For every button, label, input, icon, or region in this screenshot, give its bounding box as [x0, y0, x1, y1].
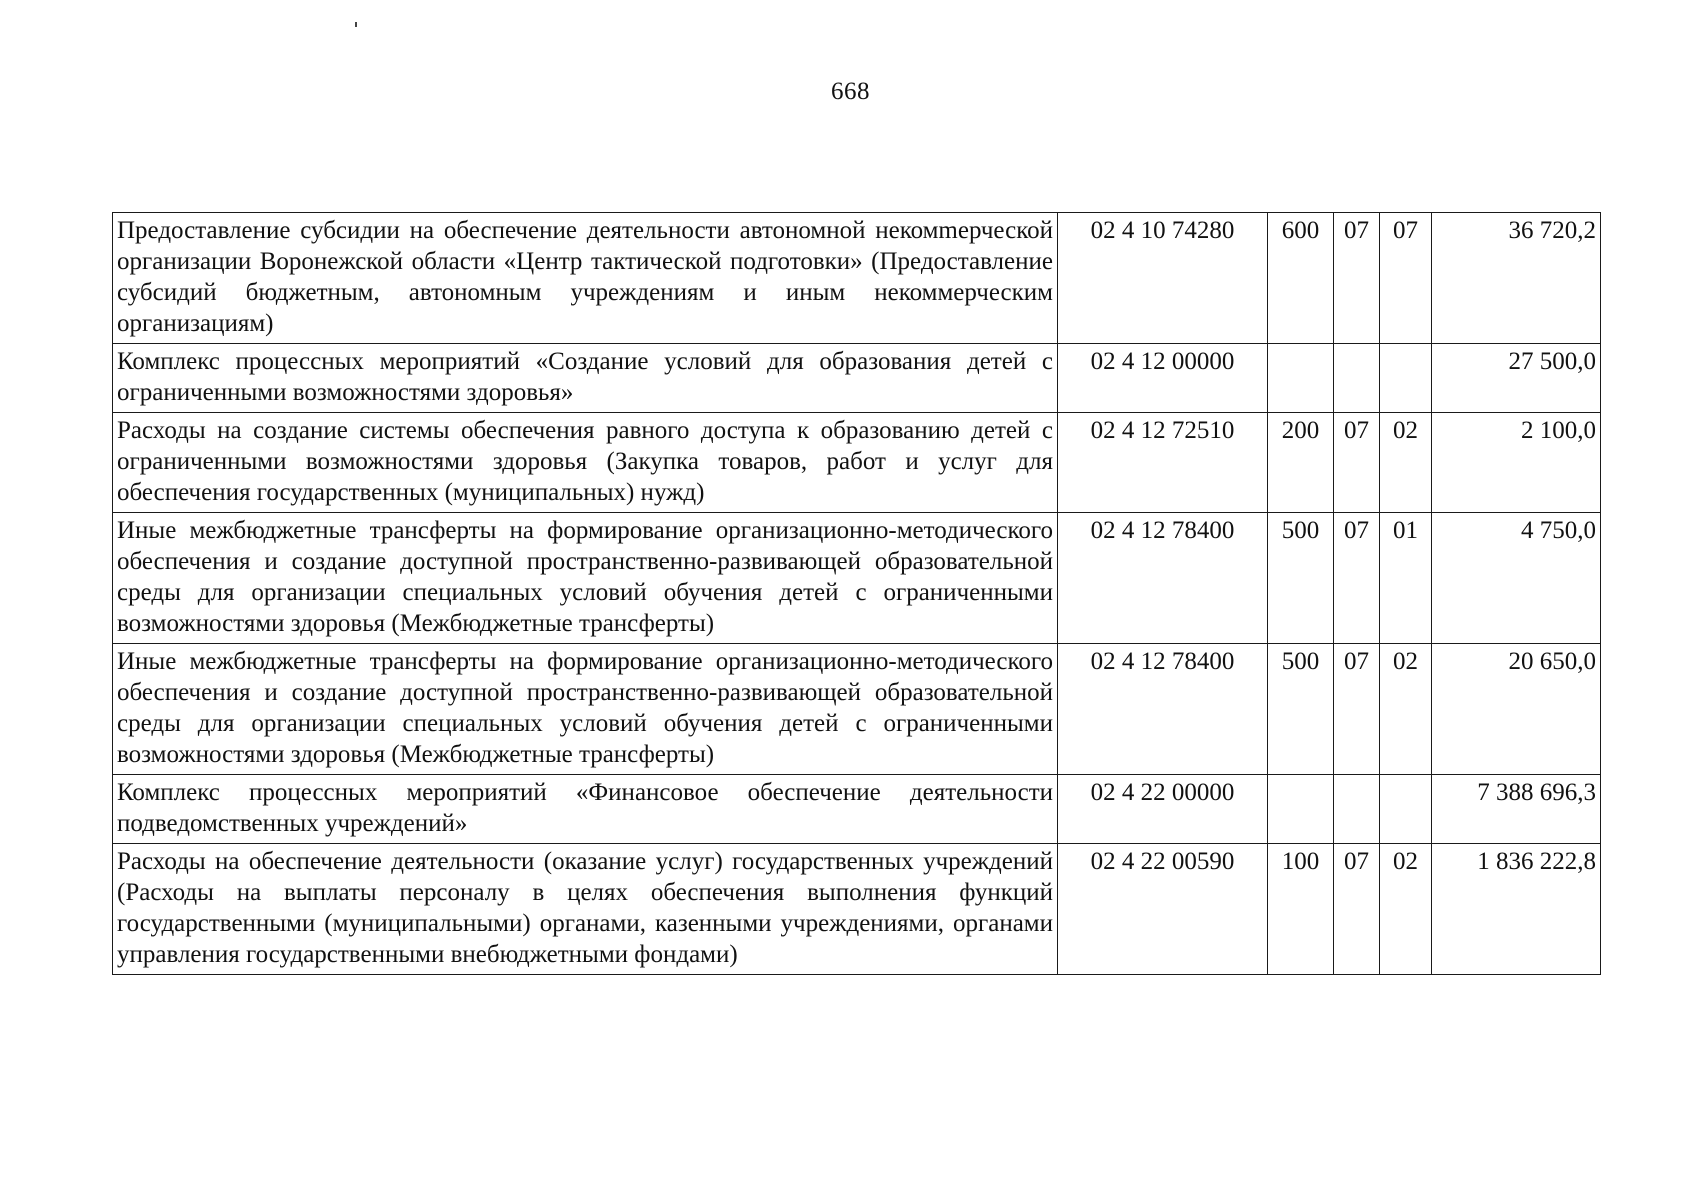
table-row [113, 513, 1601, 644]
row-section: 07 [1334, 413, 1380, 513]
row-description: Комплекс процессных мероприятий «Создание условий для образования детей с ограниченными возможностями здоровья» [113, 344, 1058, 413]
table-row [113, 644, 1601, 775]
row-amount: 36 720,2 [1432, 213, 1601, 344]
row-target-code: 02 4 12 72510 [1058, 413, 1268, 513]
row-amount: 20 650,0 [1432, 644, 1601, 775]
row-subsection: 01 [1380, 513, 1432, 644]
row-subsection: 02 [1380, 413, 1432, 513]
row-subsection: 02 [1380, 844, 1432, 975]
row-section: 07 [1334, 513, 1380, 644]
row-description: Комплекс процессных мероприятий «Финансовое обеспечение деятельности подведомственных учреждений» [113, 775, 1058, 844]
row-amount: 1 836 222,8 [1432, 844, 1601, 975]
table-row [113, 344, 1601, 413]
row-amount: 4 750,0 [1432, 513, 1601, 644]
row-expense-type [1268, 775, 1334, 844]
page-number: 668 [831, 78, 870, 105]
row-target-code: 02 4 12 78400 [1058, 644, 1268, 775]
row-section: 07 [1334, 844, 1380, 975]
table-row [113, 413, 1601, 513]
row-amount: 7 388 696,3 [1432, 775, 1601, 844]
row-expense-type: 200 [1268, 413, 1334, 513]
row-expense-type: 600 [1268, 213, 1334, 344]
table-row [113, 844, 1601, 975]
scan-speck [355, 22, 357, 27]
table-row [113, 775, 1601, 844]
budget-table [112, 212, 1601, 975]
row-target-code: 02 4 22 00590 [1058, 844, 1268, 975]
row-expense-type: 100 [1268, 844, 1334, 975]
row-description: Иные межбюджетные трансферты на формирование организационно-методического обеспечения и создание доступной пространственно-развивающей образовательной среды для организации специальных условий обучения детей с ограниченными возможностями здоровья (Межбюджетные трансферты) [113, 513, 1058, 644]
row-target-code: 02 4 10 74280 [1058, 213, 1268, 344]
row-expense-type [1268, 344, 1334, 413]
row-subsection: 02 [1380, 644, 1432, 775]
row-target-code: 02 4 22 00000 [1058, 775, 1268, 844]
row-target-code: 02 4 12 00000 [1058, 344, 1268, 413]
row-subsection [1380, 344, 1432, 413]
row-description: Расходы на создание системы обеспечения равного доступа к образованию детей с ограниченными возможностями здоровья (Закупка товаров, работ и услуг для обеспечения государственных (муниципальных) нужд) [113, 413, 1058, 513]
table-row [113, 213, 1601, 344]
row-amount: 27 500,0 [1432, 344, 1601, 413]
row-amount: 2 100,0 [1432, 413, 1601, 513]
row-target-code: 02 4 12 78400 [1058, 513, 1268, 644]
row-subsection: 07 [1380, 213, 1432, 344]
row-expense-type: 500 [1268, 513, 1334, 644]
row-section: 07 [1334, 213, 1380, 344]
row-section [1334, 775, 1380, 844]
row-description: Предоставление субсидии на обеспечение деятельности автономной некомmерческой организации Воронежской области «Центр тактической подготовки» (Предоставление субсидий бюджетным, автономным учреждениям и иным некоммерческим организациям) [113, 213, 1058, 344]
row-expense-type: 500 [1268, 644, 1334, 775]
row-subsection [1380, 775, 1432, 844]
row-section [1334, 344, 1380, 413]
row-description: Иные межбюджетные трансферты на формирование организационно-методического обеспечения и создание доступной пространственно-развивающей образовательной среды для организации специальных условий обучения детей с ограниченными возможностями здоровья (Межбюджетные трансферты) [113, 644, 1058, 775]
row-section: 07 [1334, 644, 1380, 775]
row-description: Расходы на обеспечение деятельности (оказание услуг) государственных учреждений (Расходы на выплаты персоналу в целях обеспечения выполнения функций государственными (муниципальными) органами, казенными учреждениями, органами управления государственными внебюджетными фондами) [113, 844, 1058, 975]
